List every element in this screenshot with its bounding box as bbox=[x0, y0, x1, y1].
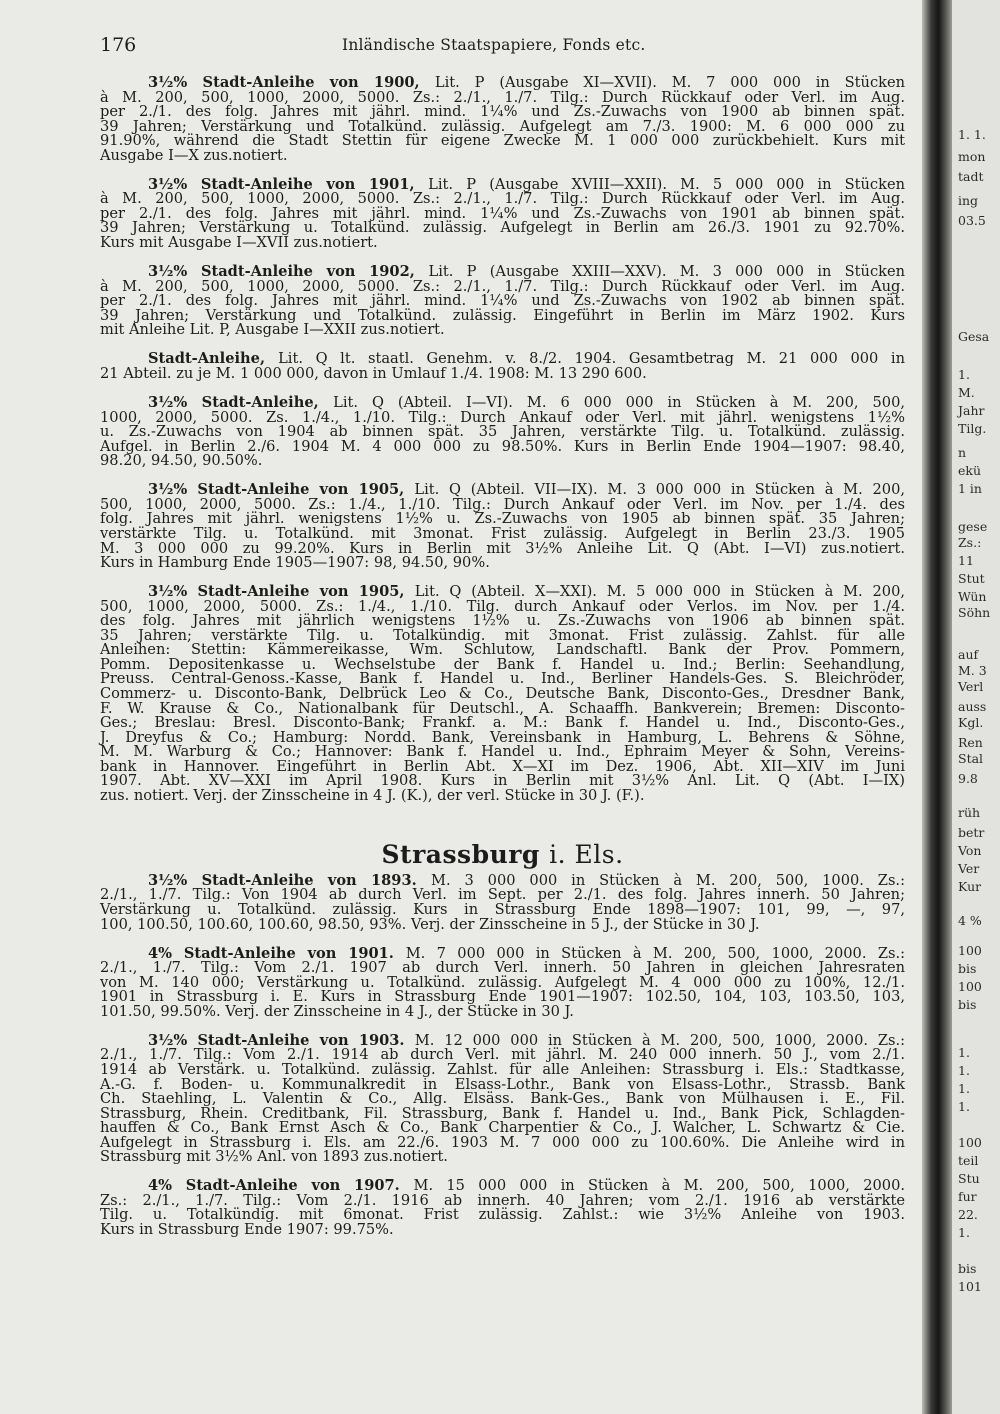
entry-text: per 2./1. des folg. Jahres mit jährl. mind. 1¼% und Zs.-Zuwachs von 1901 ab binnen spät. bbox=[100, 204, 905, 222]
entry-text: 100, 100.50, 100.60, 100.60, 98.50, 93%. Verj. der Zinsscheine in 5 J., der Stücke in 30 J. bbox=[100, 915, 760, 933]
bond-entry bbox=[100, 871, 905, 947]
entry-text: 1907. Abt. XV—XXI im April 1908. Kurs in Berlin mit 3½% Anl. Lit. Q (Abt. I—IX) bbox=[100, 772, 905, 790]
entry-text: Aufgel. in Berlin 2./6. 1904 M. 4 000 000 zu 98.50%. Kurs in Berlin Ende 1904—1907: 98.40, bbox=[100, 437, 905, 455]
entry-text: Ausgabe I—X zus.notiert. bbox=[100, 146, 288, 164]
entry-text: Aufgelegt in Strassburg i. Els. am 22./6. 1903 M. 7 000 000 zu 100.60%. Die Anleihe wird in bbox=[100, 1133, 905, 1151]
entry-text: 91.90%, während die Stadt Stettin für eigene Zwecke M. 1 000 000 zurückbehielt. Kurs mit bbox=[100, 132, 905, 150]
adjacent-page-fragment: ekü bbox=[958, 463, 982, 478]
adjacent-page-fragment: 100 bbox=[958, 1135, 982, 1150]
adjacent-page-fragment: rüh bbox=[958, 805, 981, 820]
entry-text: 98.20, 94.50, 90.50%. bbox=[100, 452, 263, 470]
adjacent-page-fragment: Tilg. bbox=[958, 421, 987, 436]
text-line bbox=[100, 786, 905, 804]
text-line bbox=[100, 915, 905, 933]
entry-text: F. W. Krause & Co., Nationalbank für Deutschl., A. Schaaffh. Bankverein; Bremen: Disconto- bbox=[100, 699, 905, 717]
entry-text: des folg. Jahres mit jährlich wenigstens 1½% u. Zs.-Zuwachs von 1906 ab binnen spät. bbox=[100, 612, 905, 630]
adjacent-page-fragment: M. 3 bbox=[958, 663, 987, 678]
entry-text: Tilg. u. Totalkündig. mit 6monat. Frist zulässig. Zahlst.: wie 3½% Anleihe von 1903. bbox=[100, 1206, 905, 1224]
entry-text: A.-G. f. Boden- u. Kommunalkredit in Elsass-Lothr., Bank von Elsass-Lothr., Strassb. Bank bbox=[100, 1075, 905, 1093]
entry-text: 2./1., 1./7. Tilg.: Von 1904 ab durch Verl. im Sept. per 2./1. des folg. Jahres innerh. 50 Jahren; bbox=[100, 886, 905, 904]
entry-text: M. 3 000 000 zu 99.20%. Kurs in Berlin mit 3½% Anleihe Lit. Q (Abt. I—VI) zus.notiert. bbox=[100, 539, 905, 557]
adjacent-page-fragment: Stal bbox=[958, 751, 984, 766]
bond-entry bbox=[100, 396, 905, 483]
entry-text: 2./1., 1./7. Tilg.: Vom 2./1. 1914 ab durch Verl. mit jährl. M. 240 000 innerh. 50 J., vom 2./1. bbox=[100, 1046, 905, 1064]
adjacent-page-fragment: 22. bbox=[958, 1207, 978, 1222]
entry-text: 1000, 2000, 5000. Zs. 1./4., 1./10. Tilg.: Durch Ankauf oder Verl. mit jährl. wenigstens 1½% bbox=[100, 408, 905, 426]
entry-text: Lit. P (Ausgabe XVIII—XXII). M. 5 000 000 in Stücken bbox=[428, 175, 905, 193]
entry-text: 1914 ab Verstärk. u. Totalkünd. zulässig. Zahlst. für alle Anleihen: Strassburg i. Els.: Stadtkasse, bbox=[100, 1061, 905, 1078]
text-line bbox=[100, 146, 905, 164]
entry-text: Ges.; Breslau: Bresl. Disconto-Bank; Frankf. a. M.: Bank f. Handel u. Ind., Disconto-Ges., bbox=[100, 714, 905, 732]
adjacent-page-fragment: Ver bbox=[958, 861, 980, 876]
city-name: Strassburg bbox=[381, 839, 550, 869]
bond-entry bbox=[100, 352, 905, 396]
adjacent-page-fragment: teil bbox=[958, 1153, 979, 1168]
running-head bbox=[100, 34, 900, 60]
adjacent-page-fragment: tadt bbox=[958, 169, 984, 184]
bond-entry bbox=[100, 1031, 906, 1179]
adjacent-page-fragment: Wün bbox=[958, 589, 987, 604]
bond-entry bbox=[100, 76, 905, 178]
book-gutter bbox=[922, 0, 952, 1414]
adjacent-page-fragment: ing bbox=[958, 193, 979, 208]
adjacent-page-fragment: 101 bbox=[958, 1279, 982, 1294]
adjacent-page-fragment: 11 bbox=[958, 553, 974, 568]
city-heading bbox=[100, 840, 905, 870]
entry-text: 35 Jahren; verstärkte Tilg. u. Totalkündig. mit 3monat. Frist zulässig. Zahlst. für alle bbox=[100, 626, 905, 644]
adjacent-page-fragment: 1. bbox=[958, 1045, 970, 1060]
adjacent-page-fragment: n bbox=[958, 445, 967, 460]
entry-heading: 3½% Stadt-Anleihe von 1905, bbox=[148, 481, 415, 499]
entry-text: per 2./1. des folg. Jahres mit jährl. mind. 1¼% und Zs.-Zuwachs von 1902 ab binnen spät. bbox=[100, 292, 905, 310]
adjacent-page-fragment: 1. bbox=[958, 1081, 970, 1096]
bond-entry bbox=[100, 585, 905, 818]
adjacent-page-fragment: 1 in bbox=[958, 481, 982, 496]
adjacent-page-fragment: bis bbox=[958, 1261, 977, 1276]
entry-text: M. M. Warburg & Co.; Hannover: Bank f. Handel u. Ind., Ephraim Meyer & Sohn, Vereins- bbox=[100, 743, 905, 761]
entry-text: Lit. Q (Abteil. I—VI). M. 6 000 000 in Stücken à M. 200, 500, bbox=[333, 394, 905, 412]
entry-text: Lit. P (Ausgabe XI—XVII). M. 7 000 000 in Stücken bbox=[434, 74, 905, 91]
adjacent-page-fragment: 1. bbox=[958, 1099, 970, 1114]
entry-text: zus. notiert. Verj. der Zinsscheine in 4 J. (K.), der verl. Stücke in 30 J. (F.). bbox=[100, 786, 645, 804]
entry-heading: 3½% Stadt-Anleihe von 1900, bbox=[148, 74, 435, 91]
entry-text: M. 12 000 000 in Stücken à M. 200, 500, 1000, 2000. Zs.: bbox=[414, 1031, 906, 1049]
entry-heading: 3½% Stadt-Anleihe von 1901, bbox=[148, 175, 429, 193]
adjacent-page-fragment: gese bbox=[958, 519, 988, 534]
adjacent-page-fragment: fur bbox=[958, 1189, 977, 1204]
entry-text: J. Dreyfus & Co.; Hamburg: Nordd. Bank, Vereinsbank in Hamburg, L. Behrens & Söhne, bbox=[100, 728, 905, 746]
running-head-title: Inländische Staatspapiere, Fonds etc. bbox=[342, 36, 646, 54]
adjacent-page-fragment: Jahr bbox=[958, 403, 985, 418]
entry-text: von M. 140 000; Verstärkung u. Totalkünd. zulässig. Aufgelegt M. 4 000 000 zu 100%, 12./1. bbox=[100, 973, 905, 991]
entry-heading: Stadt-Anleihe, bbox=[148, 350, 279, 368]
entry-text: 39 Jahren; Verstärkung und Totalkünd. zulässig. Aufgelegt am 7./3. 1900: M. 6 000 000 zu bbox=[100, 117, 905, 135]
entry-text: 101.50, 99.50%. Verj. der Zinsscheine in 4 J., der Stücke in 30 J. bbox=[100, 1002, 574, 1020]
entry-text: folg. Jahres mit jährl. wenigstens 1½% u. Zs.-Zuwachs von 1905 ab binnen spät. 35 Jahren; bbox=[100, 510, 905, 528]
adjacent-page-fragment: Kgl. bbox=[958, 715, 984, 730]
entry-text: Zs.: 2./1., 1./7. Tilg.: Vom 2./1. 1916 ab innerh. 40 Jahren; vom 2./1. 1916 ab verstärkte bbox=[100, 1191, 905, 1209]
entry-text: M. 3 000 000 in Stücken à M. 200, 500, 1000. Zs.: bbox=[431, 871, 905, 889]
entry-text: Verstärkung u. Totalkünd. zulässig. Kurs in Strassburg Ende 1898—1907: 101, 99, —, 97, bbox=[100, 900, 905, 918]
bond-entry bbox=[100, 483, 905, 585]
adjacent-page-fragment: Von bbox=[958, 843, 982, 858]
text-line bbox=[100, 323, 905, 338]
bond-entry bbox=[100, 265, 905, 352]
bond-entry bbox=[100, 175, 905, 265]
adjacent-page-edge bbox=[952, 0, 1000, 1414]
entry-text: Preuss. Central-Genoss.-Kasse, Bank f. Handel u. Ind., Berliner Handels-Ges. S. Bleichröder, bbox=[100, 670, 905, 688]
entry-text: à M. 200, 500, 1000, 2000, 5000. Zs.: 2./1., 1./7. Tilg.: Durch Rückkauf oder Verl. im Aug. bbox=[100, 190, 905, 208]
body-text bbox=[100, 76, 905, 1252]
entry-text: Lit. Q (Abteil. VII—IX). M. 3 000 000 in Stücken à M. 200, bbox=[414, 481, 905, 499]
entry-text: Kurs in Strassburg Ende 1907: 99.75%. bbox=[100, 1221, 394, 1239]
adjacent-page-fragment: 03.5 bbox=[958, 213, 986, 228]
entry-text: 39 Jahren; Verstärkung u. Totalkünd. zulässig. Aufgelegt in Berlin am 26./3. 1901 zu 92.70%. bbox=[100, 219, 905, 237]
entry-text: Kurs in Hamburg Ende 1905—1907: 98, 94.50, 90%. bbox=[100, 554, 490, 572]
entry-text: Lit. Q lt. staatl. Genehm. v. 8./2. 1904. Gesamtbetrag M. 21 000 000 in bbox=[278, 350, 905, 368]
entry-text: bank in Hannover. Eingeführt in Berlin Abt. X—XI im Dez. 1906, Abt. XII—XIV im Juni bbox=[100, 757, 905, 775]
entry-text: M. 7 000 000 in Stücken à M. 200, 500, 1000, 2000. Zs.: bbox=[405, 944, 906, 962]
text-line bbox=[100, 1002, 905, 1020]
entry-text: 500, 1000, 2000, 5000. Zs.: 1./4., 1./10. Tilg. durch Ankauf oder Verlos. im Nov. per 1./4. bbox=[100, 597, 905, 615]
entry-text: Kurs mit Ausgabe I—XVII zus.notiert. bbox=[100, 234, 378, 252]
adjacent-page-fragment: 1. bbox=[958, 367, 970, 382]
text-line bbox=[100, 556, 905, 571]
adjacent-page-fragment: mon bbox=[958, 149, 986, 164]
entry-text: 500, 1000, 2000, 5000. Zs.: 1./4., 1./10. Tilg.: Durch Ankauf oder Verl. im Nov. per 1./4. des bbox=[100, 495, 905, 513]
entry-text: hauffen & Co., Bank Ernst Asch & Co., Bank Charpentier & Co., J. Walcher, L. Schwartz & Cie. bbox=[100, 1119, 905, 1137]
text-line bbox=[100, 454, 905, 469]
adjacent-page-fragment: 100 bbox=[958, 943, 982, 958]
entry-text: 21 Abteil. zu je M. 1 000 000, davon in Umlauf 1./4. 1908: M. 13 290 600. bbox=[100, 364, 647, 382]
text-line bbox=[100, 236, 905, 251]
entry-text: M. 15 000 000 in Stücken à M. 200, 500, 1000, 2000. bbox=[413, 1177, 905, 1195]
entry-text: 1901 in Strassburg i. E. Kurs in Strassburg Ende 1901—1907: 102.50, 104, 103, 103.50, 103, bbox=[100, 988, 905, 1006]
adjacent-page-fragment: auss bbox=[958, 699, 987, 714]
text-line bbox=[100, 364, 905, 382]
adjacent-page-fragment: Söhn bbox=[958, 605, 991, 620]
adjacent-page-fragment: bis bbox=[958, 997, 977, 1012]
entry-text: Strassburg mit 3½% Anl. von 1893 zus.notiert. bbox=[100, 1148, 448, 1166]
text-line bbox=[100, 1223, 905, 1238]
adjacent-page-fragment: Stu bbox=[958, 1171, 980, 1186]
adjacent-page-fragment: Verl bbox=[958, 679, 984, 694]
adjacent-page-fragment: 1. 1. bbox=[958, 127, 986, 142]
entry-text: u. Zs.-Zuwachs von 1904 ab binnen spät. 35 Jahren, verstärkte Tilg. u. Totalkünd. zulässig. bbox=[100, 423, 905, 441]
entry-text: Anleihen: Stettin: Kämmereikasse, Wm. Schlutow, Landschaftl. Bank der Prov. Pommern, bbox=[100, 641, 905, 659]
entry-text: Ch. Staehling, L. Valentin & Co., Allg. Elsäss. Bank-Ges., Bank von Mülhausen i. E., Fil. bbox=[100, 1090, 905, 1108]
entry-text: à M. 200, 500, 1000, 2000, 5000. Zs.: 2./1., 1./7. Tilg.: Durch Rückkauf oder Verl. im Aug. bbox=[100, 88, 905, 106]
adjacent-page-fragment: Ren bbox=[958, 735, 983, 750]
adjacent-page-fragment: 100 bbox=[958, 979, 982, 994]
entry-text: per 2./1. des folg. Jahres mit jährl. mind. 1¼% und Zs.-Zuwachs von 1900 ab binnen spät. bbox=[100, 103, 905, 121]
bond-entry bbox=[100, 1179, 905, 1252]
entry-text: Commerz- u. Disconto-Bank, Delbrück Leo & Co., Deutsche Bank, Disconto-Ges., Dresdner Bank, bbox=[100, 684, 905, 702]
entry-text: 2./1., 1./7. Tilg.: Vom 2./1. 1907 ab durch Verl. innerh. 50 Jahren in gleichen Jahresraten bbox=[100, 959, 905, 977]
adjacent-page-fragment: 1. bbox=[958, 1063, 970, 1078]
adjacent-page-fragment: auf bbox=[958, 647, 979, 662]
adjacent-page-fragment: Kur bbox=[958, 879, 982, 894]
adjacent-page-fragment: bis bbox=[958, 961, 977, 976]
entry-heading: 4% Stadt-Anleihe von 1901. bbox=[148, 944, 406, 962]
adjacent-page-fragment: Stut bbox=[958, 571, 985, 586]
adjacent-page-fragment: betr bbox=[958, 825, 985, 840]
entry-text: Lit. Q (Abteil. X—XXI). M. 5 000 000 in Stücken à M. 200, bbox=[414, 583, 905, 601]
adjacent-page-fragment: M. bbox=[958, 385, 975, 400]
entry-heading: 3½% Stadt-Anleihe von 1903. bbox=[148, 1031, 415, 1049]
entry-heading: 3½% Stadt-Anleihe, bbox=[148, 394, 334, 412]
bond-entry bbox=[100, 944, 906, 1034]
city-suffix: i. Els. bbox=[549, 839, 624, 869]
text-line bbox=[100, 1150, 905, 1165]
adjacent-page-fragment: 4 % bbox=[958, 913, 982, 928]
entry-text: à M. 200, 500, 1000, 2000, 5000. Zs.: 2./1., 1./7. Tilg.: Durch Rückkauf oder Verl. im Aug. bbox=[100, 277, 905, 295]
adjacent-page-fragment: Zs.: bbox=[958, 535, 982, 550]
entry-heading: 3½% Stadt-Anleihe von 1905, bbox=[148, 583, 415, 601]
entry-text: Strassburg, Rhein. Creditbank, Fil. Strassburg, Bank f. Handel u. Ind., Bank Pick, Schlagden- bbox=[100, 1104, 905, 1122]
entry-text: 39 Jahren; Verstärkung und Totalkünd. zulässig. Eingeführt in Berlin im März 1902. Kurs bbox=[100, 306, 905, 324]
entry-heading: 3½% Stadt-Anleihe von 1902, bbox=[148, 263, 429, 281]
entry-text: Lit. P (Ausgabe XXIII—XXV). M. 3 000 000 in Stücken bbox=[428, 263, 905, 281]
entry-text: verstärkte Tilg. u. Totalkünd. mit 3monat. Frist zulässig. Aufgelegt in Berlin 23./3. 1905 bbox=[100, 524, 905, 542]
entry-text: Pomm. Depositenkasse u. Wechselstube der Bank f. Handel u. Ind.; Berlin: Seehandlung, bbox=[100, 655, 905, 673]
page-number: 176 bbox=[100, 34, 137, 56]
adjacent-page-fragment: 1. bbox=[958, 1225, 970, 1240]
adjacent-page-fragment: 9.8 bbox=[958, 771, 978, 786]
entry-text: mit Anleihe Lit. P, Ausgabe I—XXII zus.notiert. bbox=[100, 321, 445, 339]
entry-heading: 3½% Stadt-Anleihe von 1893. bbox=[148, 871, 432, 889]
adjacent-page-fragment: Gesa bbox=[958, 329, 990, 344]
entry-heading: 4% Stadt-Anleihe von 1907. bbox=[148, 1177, 414, 1195]
